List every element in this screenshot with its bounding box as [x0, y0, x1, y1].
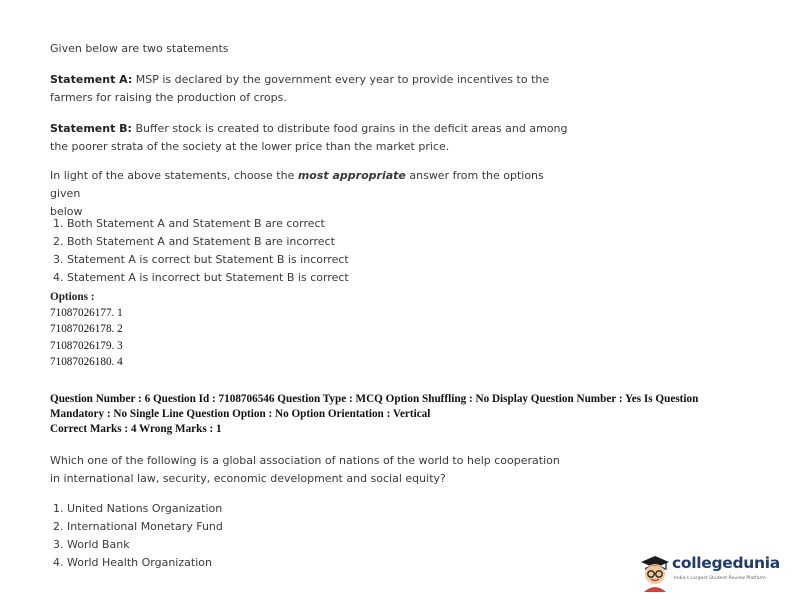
list-item: 4. World Health Organization — [53, 556, 212, 569]
student-mascot-icon — [638, 552, 672, 592]
statement-b-label: Statement B: — [50, 122, 132, 135]
q6-meta-line3: Correct Marks : 4 Wrong Marks : 1 — [50, 423, 222, 435]
q5-choice-list — [53, 215, 349, 287]
q5-intro: Given below are two statements — [50, 42, 229, 55]
option-id: 71087026178. 2 — [50, 323, 123, 336]
statement-a-label: Statement A: — [50, 73, 133, 86]
list-item: 3. World Bank — [53, 538, 130, 551]
option-id: 71087026180. 4 — [50, 355, 123, 368]
q6-metadata — [50, 392, 770, 437]
option-id: 71087026177. 1 — [50, 307, 123, 320]
q6-question-line2: in international law, security, economic development and social equity? — [50, 472, 446, 485]
collegedunia-logo — [638, 552, 778, 596]
list-item: 2. International Monetary Fund — [53, 520, 223, 533]
q5-instruction — [50, 167, 570, 221]
list-item: 2. Both Statement A and Statement B are incorrect — [53, 235, 335, 248]
logo-wordmark: collegedunia — [672, 554, 780, 572]
statement-b-text-2: the poorer strata of the society at the lower price than the market price. — [50, 140, 450, 153]
list-item: 3. Statement A is correct but Statement B is incorrect — [53, 253, 349, 266]
q6-question-line1: Which one of the following is a global association of nations of the world to help cooperation — [50, 454, 560, 467]
q6-meta-line1: Question Number : 6 Question Id : 7108706546 Question Type : MCQ Option Shuffling : No Display Question Number : Yes Is Question — [50, 393, 699, 405]
q6-meta-line2: Mandatory : No Single Line Question Option : No Option Orientation : Vertical — [50, 408, 431, 420]
q6-question — [50, 452, 590, 488]
instruction-emphasis: most appropriate — [297, 169, 406, 182]
instruction-pre: In light of the above statements, choose the — [50, 169, 298, 182]
list-item: 4. Statement A is incorrect but Statement B is correct — [53, 271, 349, 284]
statement-a-text-1: MSP is declared by the government every year to provide incentives to the — [132, 73, 550, 86]
statement-b-text-1: Buffer stock is created to distribute food grains in the deficit areas and among — [131, 122, 568, 135]
q6-choice-list — [53, 500, 223, 572]
list-item: 1. United Nations Organization — [53, 502, 223, 515]
statement-a — [50, 71, 570, 107]
q5-options — [50, 289, 123, 370]
logo-tagline: India's Largest Student Review Platform — [674, 576, 766, 581]
statement-b — [50, 120, 570, 156]
options-label: Options : — [50, 291, 95, 303]
statement-a-text-2: farmers for raising the production of crops. — [50, 91, 287, 104]
list-item: 1. Both Statement A and Statement B are correct — [53, 217, 325, 230]
instruction-post: answer from the options given — [50, 169, 544, 200]
instruction-line2: below — [50, 205, 83, 218]
option-id: 71087026179. 3 — [50, 339, 123, 352]
